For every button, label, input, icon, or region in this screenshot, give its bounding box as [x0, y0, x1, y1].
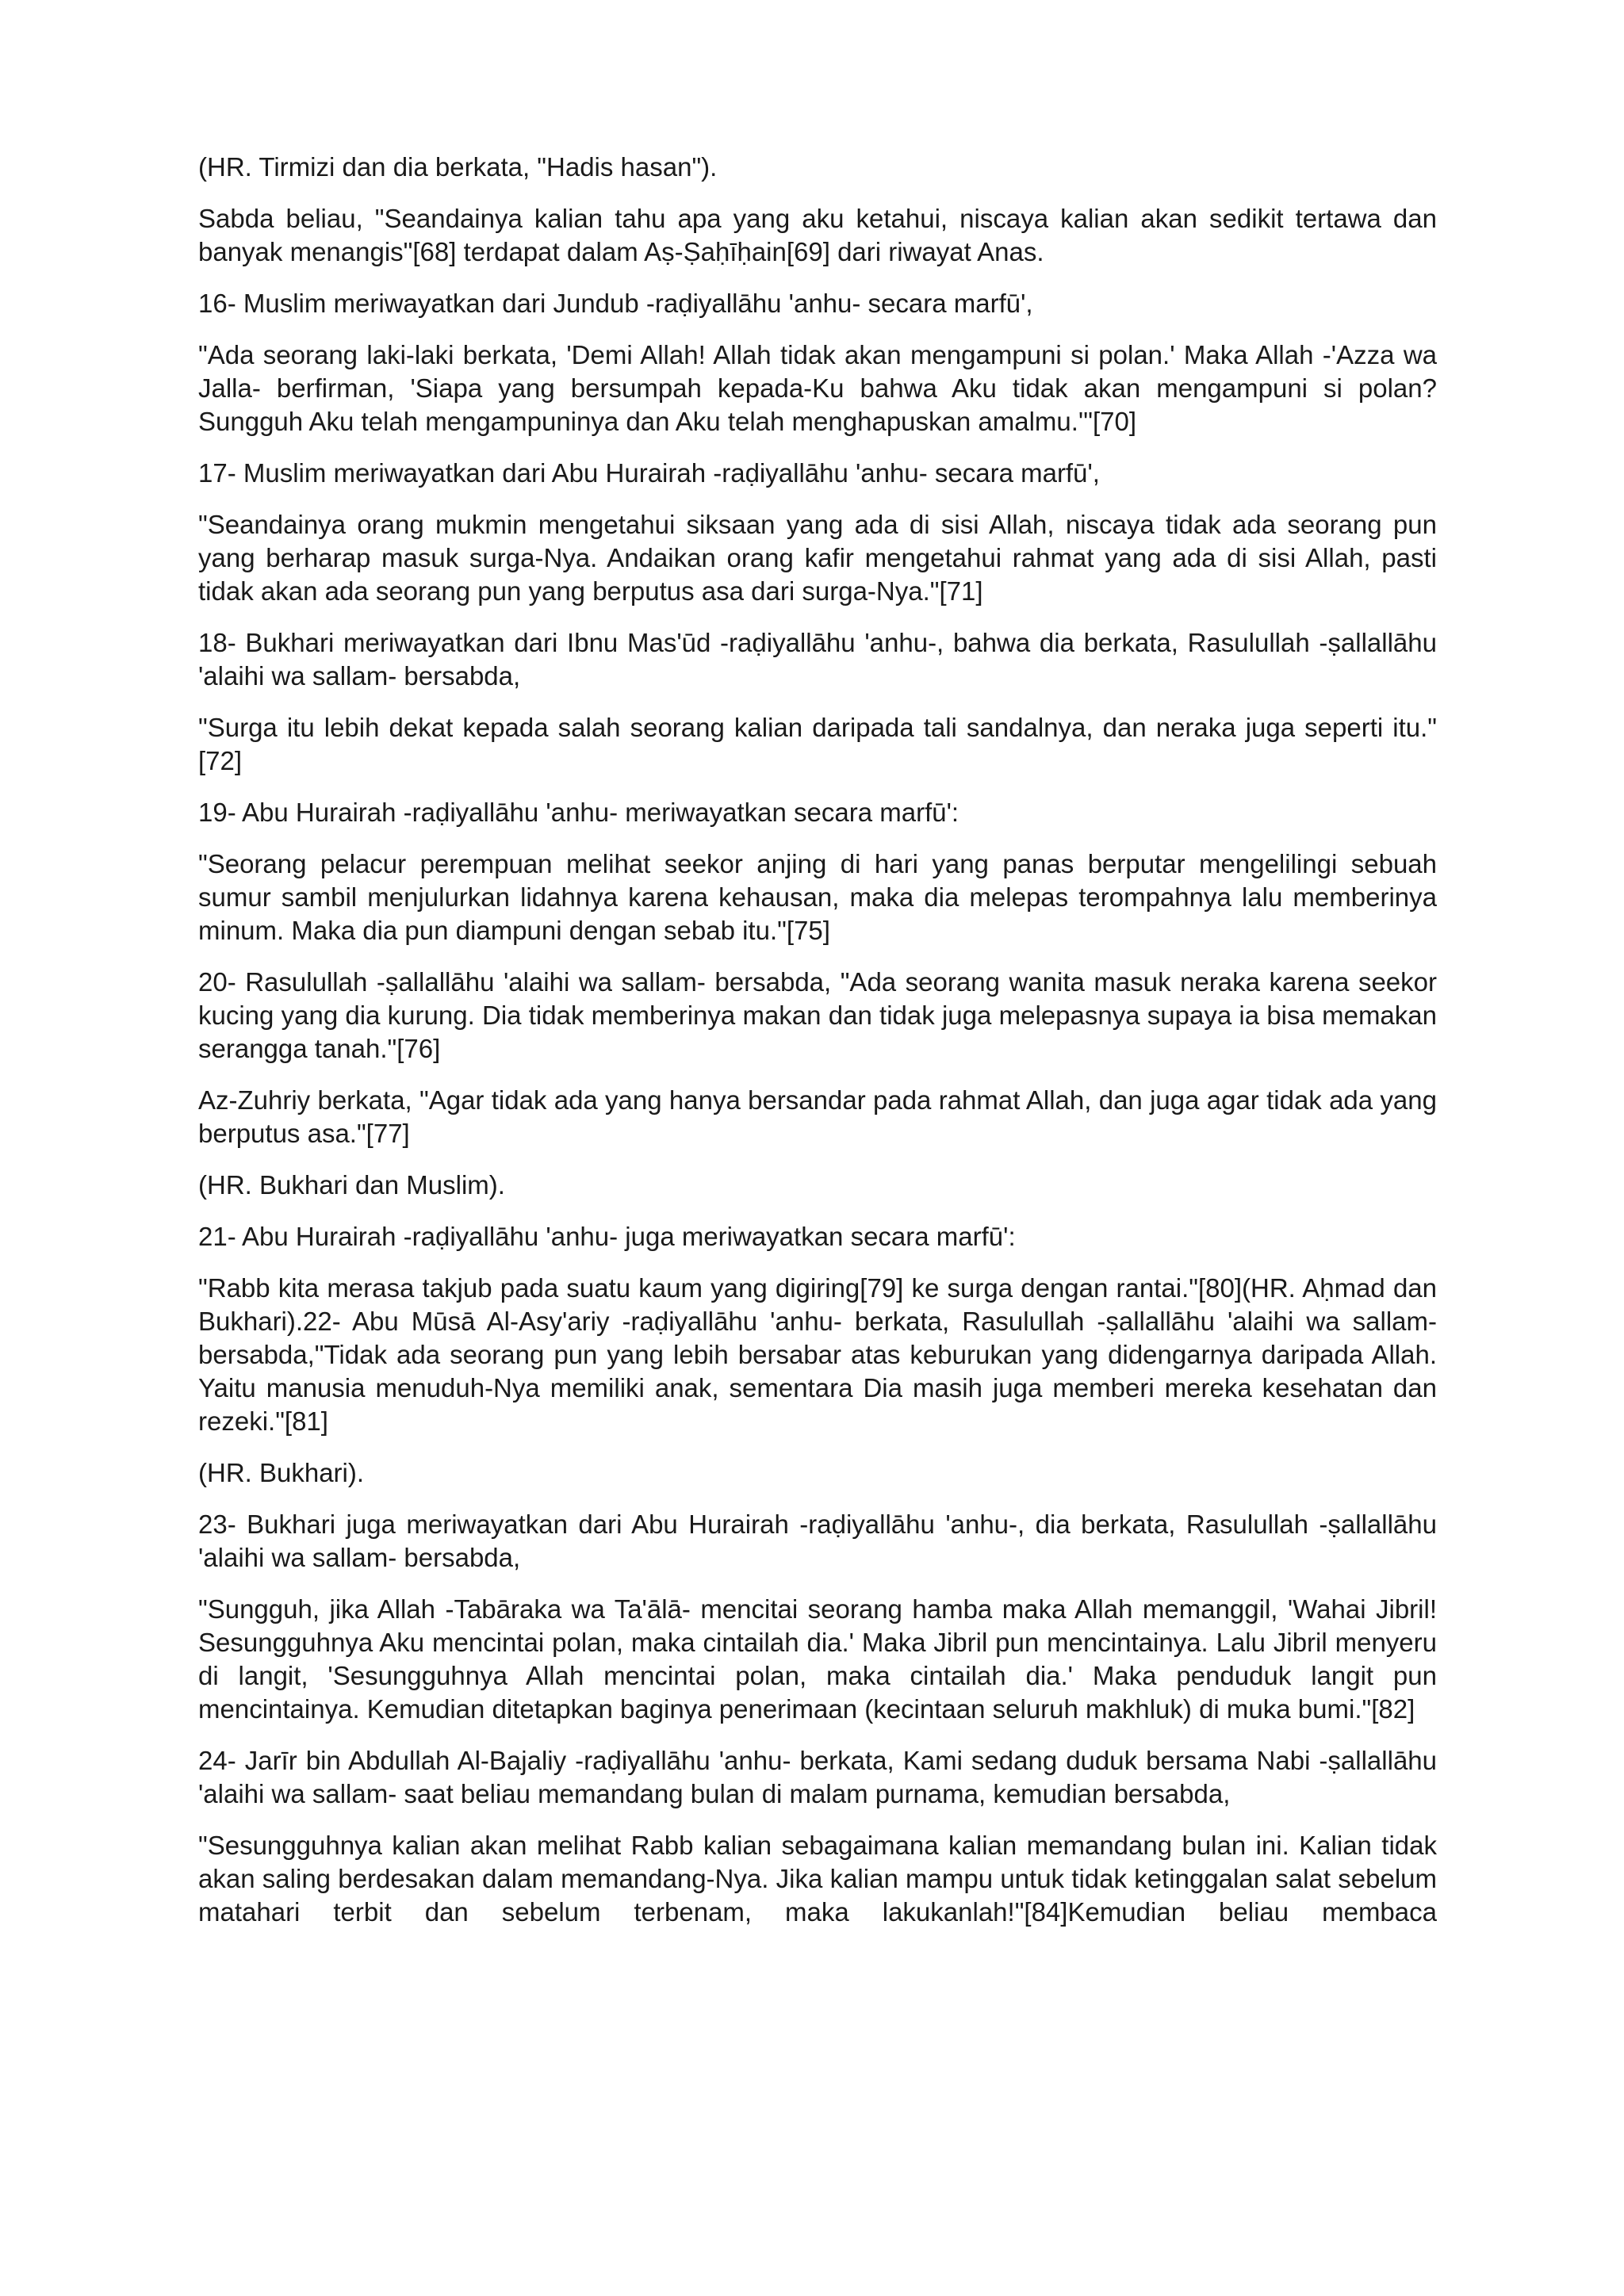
- paragraph-hadith-20: 20- Rasulullah -ṣallallāhu 'alaihi wa sallam- bersabda, "Ada seorang wanita masuk neraka karena seekor kucing yang dia kurung. Dia tidak memberinya makan dan tidak juga melepasnya supaya ia bisa memakan serangga tanah."[76]: [198, 967, 1437, 1063]
- paragraph-az-zuhriy: Az-Zuhriy berkata, "Agar tidak ada yang hanya bersandar pada rahmat Allah, dan juga agar tidak ada yang berputus asa."[77]: [198, 1085, 1437, 1148]
- paragraph-hadith-18-intro: 18- Bukhari meriwayatkan dari Ibnu Mas'ūd -raḍiyallāhu 'anhu-, bahwa dia berkata, Rasulullah -ṣallallāhu 'alaihi wa sallam- bersabda,: [198, 628, 1437, 691]
- document-page: [198, 151, 1437, 1947]
- paragraph-hr-tirmizi: (HR. Tirmizi dan dia berkata, "Hadis hasan").: [198, 152, 718, 182]
- paragraph-hadith-21-intro: 21- Abu Hurairah -raḍiyallāhu 'anhu- juga meriwayatkan secara marfū':: [198, 1222, 1016, 1251]
- paragraph-hadith-23-text: "Sungguh, jika Allah -Tabāraka wa Ta'ālā- mencitai seorang hamba maka Allah memanggil, 'Wahai Jibril! Sesungguhnya Aku mencintai polan, maka cintailah dia.' Maka Jibril pun mencintainya. Lalu Jibril menyeru di langit, 'Sesungguhnya Allah mencintai polan, maka cintailah dia.' Maka penduduk langit pun mencintainya. Kemudian ditetapkan baginya penerimaan (kecintaan seluruh makhluk) di muka bumi."[82]: [198, 1594, 1437, 1724]
- paragraph-hadith-23-intro: 23- Bukhari juga meriwayatkan dari Abu Hurairah -raḍiyallāhu 'anhu-, dia berkata, Rasulullah -ṣallallāhu 'alaihi wa sallam- bersabda,: [198, 1510, 1437, 1572]
- paragraph-hadith-18-text: "Surga itu lebih dekat kepada salah seorang kalian daripada tali sandalnya, dan neraka juga seperti itu."[72]: [198, 713, 1437, 775]
- paragraph-hadith-16-intro: 16- Muslim meriwayatkan dari Jundub -raḍiyallāhu 'anhu- secara marfū',: [198, 289, 1033, 318]
- paragraph-hadith-21-22-text: "Rabb kita merasa takjub pada suatu kaum yang digiring[79] ke surga dengan rantai."[80](HR. Aḥmad dan Bukhari).22- Abu Mūsā Al-Asy'ariy -raḍiyallāhu 'anhu- berkata, Rasulullah -ṣallallāhu 'alaihi wa sallam- bersabda,"Tidak ada seorang pun yang lebih bersabar atas keburukan yang didengarnya daripada Allah. Yaitu manusia menuduh-Nya memiliki anak, sementara Dia masih juga memberi mereka kesehatan dan rezeki."[81]: [198, 1273, 1437, 1436]
- paragraph-hadith-17-text: "Seandainya orang mukmin mengetahui siksaan yang ada di sisi Allah, niscaya tidak ada seorang pun yang berharap masuk surga-Nya. Andaikan orang kafir mengetahui rahmat yang ada di sisi Allah, pasti tidak akan ada seorang pun yang berputus asa dari surga-Nya."[71]: [198, 510, 1437, 606]
- paragraph-hadith-19-intro: 19- Abu Hurairah -raḍiyallāhu 'anhu- meriwayatkan secara marfū':: [198, 798, 959, 827]
- paragraph-hadith-19-text: "Seorang pelacur perempuan melihat seekor anjing di hari yang panas berputar mengelilingi sebuah sumur sambil menjulurkan lidahnya karena kehausan, maka dia melepas terompahnya lalu memberinya minum. Maka dia pun diampuni dengan sebab itu."[75]: [198, 849, 1437, 945]
- paragraph-hadith-24-text: "Sesungguhnya kalian akan melihat Rabb kalian sebagaimana kalian memandang bulan ini. Kalian tidak akan saling berdesakan dalam memandang-Nya. Jika kalian mampu untuk tidak ketinggalan salat sebelum matahari terbit dan sebelum terbenam, maka lakukanlah!"[84]Kemudian beliau membaca: [198, 1831, 1437, 1927]
- paragraph-sabda-beliau: Sabda beliau, "Seandainya kalian tahu apa yang aku ketahui, niscaya kalian akan sedikit tertawa dan banyak menangis"[68] terdapat dalam Aṣ-Ṣaḥīḥain[69] dari riwayat Anas.: [198, 204, 1437, 266]
- paragraph-hr-bukhari: (HR. Bukhari).: [198, 1458, 365, 1487]
- paragraph-hadith-16-text: "Ada seorang laki-laki berkata, 'Demi Allah! Allah tidak akan mengampuni si polan.' Maka Allah -'Azza wa Jalla- berfirman, 'Siapa yang bersumpah kepada-Ku bahwa Aku tidak akan mengampuni si polan? Sungguh Aku telah mengampuninya dan Aku telah menghapuskan amalmu.'"[70]: [198, 340, 1437, 436]
- paragraph-hr-bukhari-muslim: (HR. Bukhari dan Muslim).: [198, 1170, 505, 1200]
- paragraph-hadith-17-intro: 17- Muslim meriwayatkan dari Abu Hurairah -raḍiyallāhu 'anhu- secara marfū',: [198, 458, 1100, 488]
- paragraph-hadith-24-intro: 24- Jarīr bin Abdullah Al-Bajaliy -raḍiyallāhu 'anhu- berkata, Kami sedang duduk bersama Nabi -ṣallallāhu 'alaihi wa sallam- saat beliau memandang bulan di malam purnama, kemudian bersabda,: [198, 1746, 1437, 1808]
